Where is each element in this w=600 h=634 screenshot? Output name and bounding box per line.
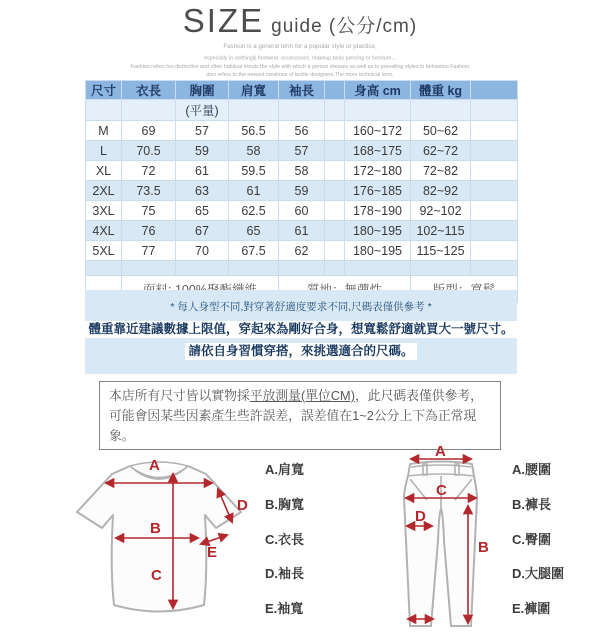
table-row <box>86 201 518 221</box>
empty-cell <box>471 121 518 141</box>
title-size-word: SIZE <box>182 2 265 39</box>
empty-cell <box>229 100 279 121</box>
empty-cell <box>471 81 518 100</box>
empty-cell <box>325 201 345 221</box>
shirt-letter-e: E <box>207 544 218 561</box>
disclaimer-text: 本店所有尺寸皆以實物採 <box>109 388 250 403</box>
empty-cell <box>279 261 325 276</box>
cell: 72 <box>122 161 176 181</box>
cell: 62.5 <box>229 201 279 221</box>
empty-cell <box>345 261 411 276</box>
tshirt-label-list <box>265 459 304 617</box>
shirt-label-chest: B.胸寬 <box>265 496 305 512</box>
col-header-chest: 胸圍 <box>176 81 229 100</box>
empty-cell <box>279 100 325 121</box>
cell: 57 <box>279 141 325 161</box>
note-line-1: * 每人身型不同,對穿著舒適度要求不同,尺碼表僅供參考 * <box>170 301 432 313</box>
cell: 72~82 <box>411 161 471 181</box>
pants-letter-b: B <box>478 539 489 556</box>
empty-cell <box>229 261 279 276</box>
caption-line: Fashion is a general term for a popular style or practice, <box>223 43 377 50</box>
cell: 172~180 <box>345 161 411 181</box>
pants-label-leg-opening: E.褲圍 <box>512 601 551 616</box>
cell: 178~190 <box>345 201 411 221</box>
cell: 50~62 <box>411 121 471 141</box>
cell: 76 <box>122 221 176 241</box>
shirt-label-shoulder: A.肩寬 <box>265 462 305 477</box>
size-label: 4XL <box>86 221 122 241</box>
pants-letter-a: A <box>435 446 446 460</box>
table-row <box>86 141 518 161</box>
empty-cell <box>325 100 345 121</box>
col-header-sleeve: 袖長 <box>279 81 325 100</box>
disclaimer-underlined-text: 平放測量(單位CM) <box>249 388 355 403</box>
shirt-letter-b: B <box>150 520 161 537</box>
cell: 70.5 <box>122 141 176 161</box>
empty-cell <box>325 181 345 201</box>
empty-cell <box>471 241 518 261</box>
cell: 56 <box>279 121 325 141</box>
cell: 180~195 <box>345 241 411 261</box>
empty-cell <box>86 261 122 276</box>
shirt-letter-c: C <box>151 567 162 584</box>
col-header-weight: 體重 kg <box>411 81 471 100</box>
table-row <box>86 221 518 241</box>
cell: 77 <box>122 241 176 261</box>
caption-line: also refers to the newest creations of textile designers.The more technical term, <box>206 70 394 77</box>
shirt-letter-a: A <box>149 457 160 474</box>
cell: 115~125 <box>411 241 471 261</box>
cell: 75 <box>122 201 176 221</box>
col-header-size: 尺寸 <box>86 81 122 100</box>
cell: 69 <box>122 121 176 141</box>
cell: 160~172 <box>345 121 411 141</box>
cell: 67.5 <box>229 241 279 261</box>
shirt-label-sleeve-width: E.袖寬 <box>265 601 304 616</box>
empty-cell <box>86 100 122 121</box>
empty-cell <box>325 121 345 141</box>
shirt-letter-d: D <box>237 497 248 514</box>
cell: 61 <box>176 161 229 181</box>
pants-label-waist: A.腰圍 <box>512 462 552 477</box>
cell: 180~195 <box>345 221 411 241</box>
pants-measurement-diagram <box>383 446 511 634</box>
shirt-label-sleeve-length: D.袖長 <box>265 566 305 582</box>
cell: 58 <box>229 141 279 161</box>
empty-cell <box>325 261 345 276</box>
cell: 61 <box>229 181 279 201</box>
size-label: 5XL <box>86 241 122 261</box>
empty-cell <box>325 241 345 261</box>
cell: 59 <box>176 141 229 161</box>
cell: 61 <box>279 221 325 241</box>
cell: 92~102 <box>411 201 471 221</box>
empty-cell <box>471 201 518 221</box>
caption-line: Fashion refers too distinctive and often habitual trends the style with which a person dresses as well as to prevailing styles in behaviour.Fashion <box>130 62 470 69</box>
size-label: M <box>86 121 122 141</box>
size-label: L <box>86 141 122 161</box>
size-label: 2XL <box>86 181 122 201</box>
cell: 59 <box>279 181 325 201</box>
caption-block <box>21 43 579 78</box>
size-label: 3XL <box>86 201 122 221</box>
empty-cell <box>411 261 471 276</box>
table-row <box>86 181 518 201</box>
cell: 56.5 <box>229 121 279 141</box>
pants-label-length: B.褲長 <box>512 496 552 512</box>
empty-cell <box>122 100 176 121</box>
empty-cell <box>471 141 518 161</box>
note-line-3: 請依自身習慣穿搭，來挑選適合的尺碼。 <box>185 343 416 360</box>
cell: 63 <box>176 181 229 201</box>
table-header-row <box>86 81 518 100</box>
measurement-disclaimer-box <box>99 381 501 450</box>
note-line-2: 體重靠近建議數據上限值，穿起來為剛好合身，想寬鬆舒適就買大一號尺寸。 <box>85 321 516 338</box>
size-label: XL <box>86 161 122 181</box>
empty-cell <box>471 161 518 181</box>
empty-cell <box>471 181 518 201</box>
empty-cell <box>471 100 518 121</box>
table-row <box>86 241 518 261</box>
tshirt-measurement-diagram <box>66 452 264 634</box>
size-table <box>85 80 518 303</box>
cell: 59.5 <box>229 161 279 181</box>
pants-label-hip: C.臀圍 <box>512 531 552 547</box>
empty-cell <box>325 81 345 100</box>
page-title <box>0 2 600 40</box>
table-row <box>86 161 518 181</box>
empty-cell <box>411 100 471 121</box>
cell: 65 <box>229 221 279 241</box>
cell: 70 <box>176 241 229 261</box>
spacer-row <box>86 261 518 276</box>
cell: 58 <box>279 161 325 181</box>
cell: 73.5 <box>122 181 176 201</box>
cell: 67 <box>176 221 229 241</box>
cell: 62 <box>279 241 325 261</box>
cell: 102~115 <box>411 221 471 241</box>
title-guide-text: guide (公分/cm) <box>271 16 418 37</box>
shirt-label-length: C.衣長 <box>265 531 305 547</box>
chest-subheader: (平量) <box>176 100 229 121</box>
empty-cell <box>325 141 345 161</box>
cell: 60 <box>279 201 325 221</box>
empty-cell <box>176 261 229 276</box>
cell: 82~92 <box>411 181 471 201</box>
cell: 168~175 <box>345 141 411 161</box>
empty-cell <box>471 261 518 276</box>
cell: 65 <box>176 201 229 221</box>
empty-cell <box>471 221 518 241</box>
empty-cell <box>325 221 345 241</box>
empty-cell <box>325 161 345 181</box>
pants-letter-d: D <box>415 508 426 525</box>
cell: 62~72 <box>411 141 471 161</box>
empty-cell <box>122 261 176 276</box>
pants-label-list <box>512 459 564 617</box>
disclaimer-text: ，此尺碼表僅供參考，可能會因某些因素產生些許誤差，誤差值在1~2公分上下為正常現象。 <box>109 388 483 443</box>
notes-panel <box>85 290 517 374</box>
table-row <box>86 121 518 141</box>
cell: 176~185 <box>345 181 411 201</box>
caption-line: especially in clothing& footwear, accessories, makeup,body piercing or furniture... <box>204 54 396 61</box>
cell: 57 <box>176 121 229 141</box>
table-subheader-row <box>86 100 518 121</box>
pants-letter-c: C <box>436 482 447 499</box>
empty-cell <box>345 100 411 121</box>
col-header-shoulder: 肩寬 <box>229 81 279 100</box>
col-header-length: 衣長 <box>122 81 176 100</box>
pants-label-thigh: D.大腿圍 <box>512 566 565 582</box>
col-header-height: 身高 cm <box>345 81 411 100</box>
